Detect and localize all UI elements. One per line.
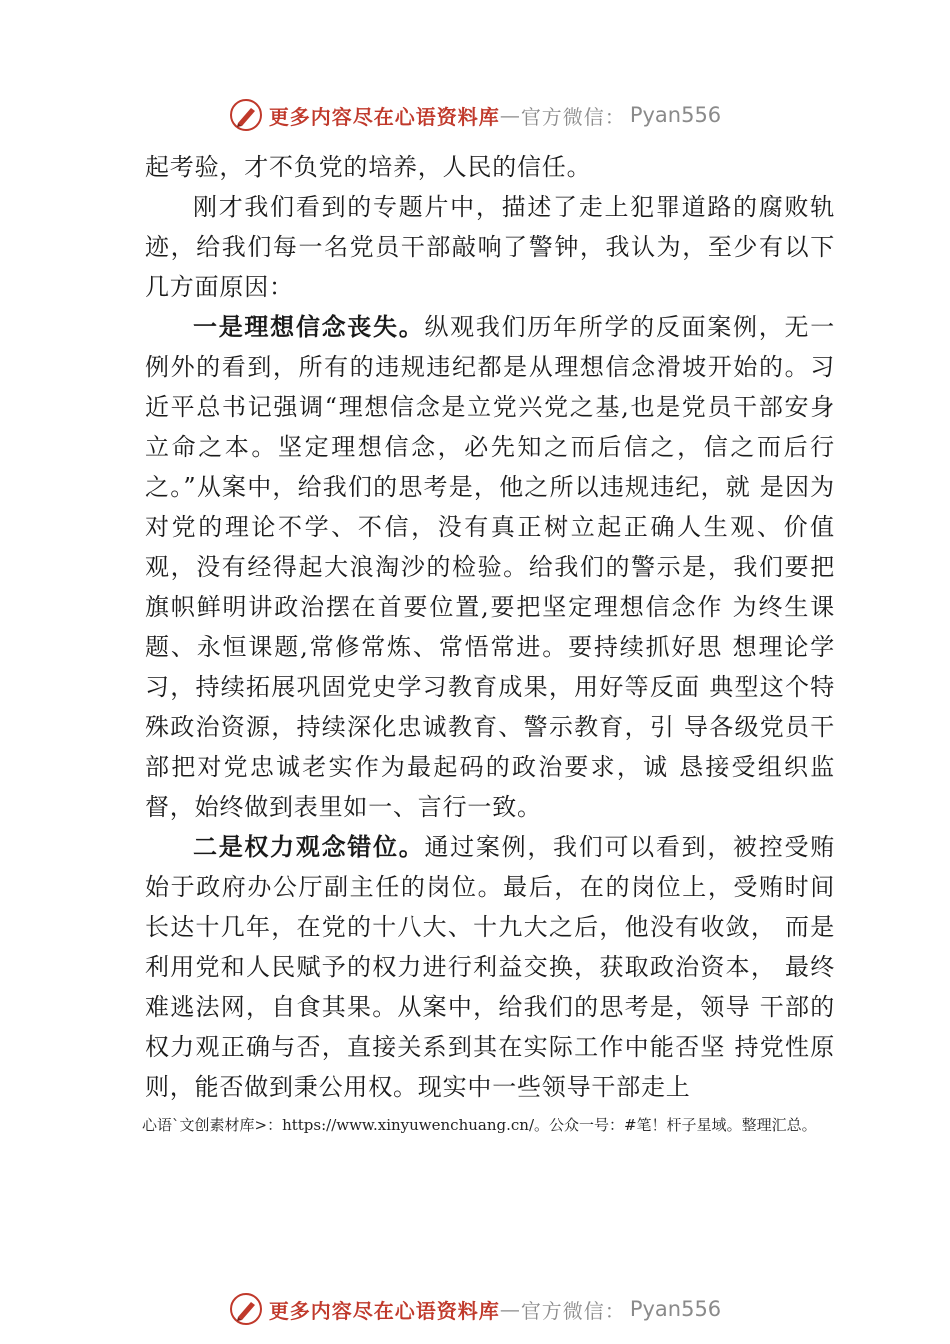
paragraph-4-heading: 二是权力观念错位。 (193, 832, 425, 861)
document-body (145, 147, 835, 1107)
paragraph-4 (145, 827, 835, 1107)
paragraph-1: 起考验，才不负党的培养，人民的信任。 (145, 153, 592, 181)
paragraph-3-heading: 一是理想信念丧失。 (193, 312, 425, 341)
watermark-gray-text: 官方微信： (520, 104, 626, 129)
paragraph-2: 刚才我们看到的专题片中，描述了走上犯罪道路的腐败轨迹，给我们每一名党员干部敲响了警钟，我认为，至少有以下几方面原因： (145, 193, 835, 301)
paragraph-4-body: 通过案例，我们可以看到，被控受贿始于政府办公厅副主任的岗位。最后，在的岗位上，受贿时间长达十几年，在党的十八大、十九大之后，他没有收敛， 而是利用党和人民赋予的权力进行利益交换，获取政治资本， 最终难逃法网，自食其果。从案中，给我们的思考是，领导 干部的权力观正确与否，直接关系到其在实际工作中能否坚 持党性原则，能否做到秉公用权。现实中一些领导干部走上 (145, 833, 835, 1101)
watermark-dash: — (499, 103, 521, 127)
paragraph-3 (145, 307, 835, 827)
watermark-dash: — (499, 1297, 521, 1321)
paragraph-3-body: 纵观我们历年所学的反面案例，无一例外的看到，所有的违规违纪都是从理想信念滑坡开始的。习近平总书记强调“理想信念是立党兴党之基,也是党员干部安身立命之本。坚定理想信念，必先知之而后信之，信之而后行之。”从案中，给我们的思考是，他之所以违规违纪，就 是因为对党的理论不学、不信，没有真正树立起正确人生观、价值观，没有经得起大浪淘沙的检验。给我们的警示是，我们要把旗帜鲜明讲政治摆在首要位置,要把坚定理想信念作 为终生课题、永恒课题,常修常炼、常悟常进。要持续抓好思 想理论学习，持续拓展巩固党史学习教育成果，用好等反面 典型这个特殊政治资源，持续深化忠诚教育、警示教育，引 导各级党员干部把对党忠诚老实作为最起码的政治要求，诚 恳接受组织监督，始终做到表里如一、言行一致。 (145, 313, 835, 821)
watermark-header (0, 95, 950, 135)
footer-source-note: 心语`文创素材库>：https://www.xinyuwenchuang.cn/。公众一号：#笔！杆子星域。整理汇总。 (142, 1116, 817, 1134)
watermark-gray-text: 官方微信： (520, 1298, 626, 1323)
watermark-red-text: 更多内容尽在心语资料库 (268, 104, 500, 129)
pen-logo-icon (229, 98, 263, 132)
pen-logo-icon (229, 1292, 263, 1326)
watermark-red-text: 更多内容尽在心语资料库 (268, 1298, 500, 1323)
watermark-wechat-id: Pyan556 (629, 103, 722, 127)
watermark-footer (0, 1289, 950, 1329)
watermark-wechat-id: Pyan556 (629, 1297, 722, 1321)
